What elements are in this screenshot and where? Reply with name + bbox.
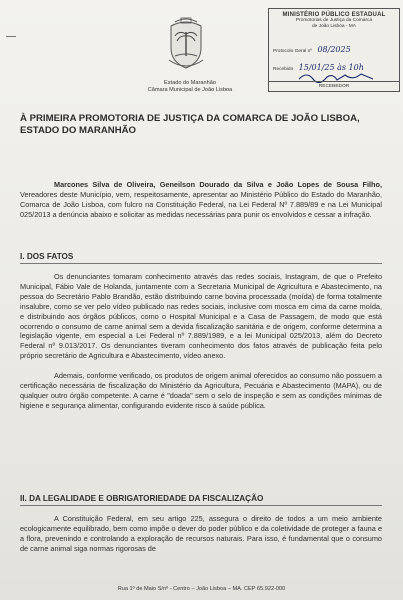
section-1-paragraph-2: Ademais, conforme verificado, os produtos de origem animal oferecidos ao consumo não possuem a certificação necessária de fiscalização do Ministério da Agricultura, Pecuária e Abastecimento (MAPA), ou de qualquer outro órgão competente. A carne é "doada" sem o selo de inspeção e sem as condições mínimas de higiene e segurança alimentar, configurando evidente risco à saúde pública. <box>20 371 382 410</box>
complainant-names: Marcones Silva de Oliveira, Geneilson Dourado da Silva e João Lopes de Sousa Filho, <box>54 180 382 189</box>
letterhead <box>120 80 260 94</box>
reception-stamp <box>268 8 400 92</box>
intro-paragraph <box>20 180 382 220</box>
stamp-protocol-label: Protocolo Geral nº <box>273 49 313 54</box>
intro-text: Vereadores deste Município, vem, respeitosamente, apresentar ao Ministério Público do Estado do Maranhão, Comarca de João Lisboa, com fulcro na Constituição Federal, na Lei Federal Nº 7.889/89 e na Lei Municipal 025/2013 a denúncia abaixo e solicitar as medidas necessárias para punir os envolvidos e cessar a infração. <box>20 189 382 219</box>
stamp-subtitle-1: Promotorias de Justiça da Comarca <box>295 18 373 23</box>
letterhead-state: Estado do Maranhão <box>164 80 216 86</box>
section-2-title: II. DA LEGALIDADE E OBRIGATORIEDADE DA FISCALIZAÇÃO <box>20 494 264 503</box>
stamp-received-label: Recebido <box>273 67 294 72</box>
stamp-footer: RECEBEDOR <box>269 81 399 91</box>
section-1-rule <box>20 263 382 264</box>
section-1-paragraph-1: Os denunciantes tomaram conhecimento através das redes sociais, Instagram, de que o Prefeito Municipal, Fábio Vale de Holanda, juntamente com a Secretaria Municipal de Agricultura e Abastecimento, na pessoa do Secretário Pablo Brandão, estão distribuindo carne bovina processada (moída) de forma totalmente insalubre, como se ver pelo vídeo publicado nas redes sociais, inclusive com mosca em cima da carne moída, e distribuindo aos órgãos públicos, como o Hospital Municipal e a Casa de Passagem, de modo que está ocorrendo o consumo de carne animal sem a devida fiscalização sanitária e de origem, conforme determina a legislação vigente, em especial a Lei Federal nº 7.889/1989, e a lei Municipal 025/2013, além do Decreto Federal nº 9.013/2017. Os denunciantes tiveram conhecimento dos fatos através de publicação feita pelo próprio secretário de Agricultura e Abastecimento, vídeo anexo. <box>20 272 382 361</box>
coat-of-arms-logo <box>165 16 207 70</box>
section-2-body <box>20 514 382 554</box>
stamp-subtitle-2: de João Lisboa - MA <box>312 23 356 29</box>
section-1-body <box>20 272 382 411</box>
stamp-protocol-value: 08/2025 <box>317 45 351 54</box>
letterhead-chamber: Câmara Municipal de João Lisboa <box>147 87 233 93</box>
section-1-title: I. DOS FATOS <box>20 252 74 261</box>
section-2-rule <box>20 505 382 506</box>
addressee-heading: À PRIMEIRA PROMOTORIA DE JUSTIÇA DA COMARCA DE JOÃO LISBOA, ESTADO DO MARANHÃO <box>20 113 360 136</box>
page-footer-address: Rua 1º de Maio S/nº - Centro – João Lisboa – MA. CEP 65.922-000 <box>117 586 286 592</box>
stamp-received-value: 15/01/25 às 10h <box>298 63 364 72</box>
stamp-protocol-row <box>273 45 351 54</box>
stamp-title: MINISTÉRIO PÚBLICO ESTADUAL <box>282 12 386 18</box>
margin-mark <box>6 36 16 37</box>
section-2-paragraph-1: A Constituição Federal, em seu artigo 225, assegura o direito de todos a um meio ambiente ecologicamente equilibrado, bem como impõe o dever do poder público e da coletividade de proteger a fauna e a flora, prevenindo e controlando a exploração de recursos naturais. Para isso, é fundamental que o consumo de carne animal siga normas rigorosas de <box>20 514 382 553</box>
